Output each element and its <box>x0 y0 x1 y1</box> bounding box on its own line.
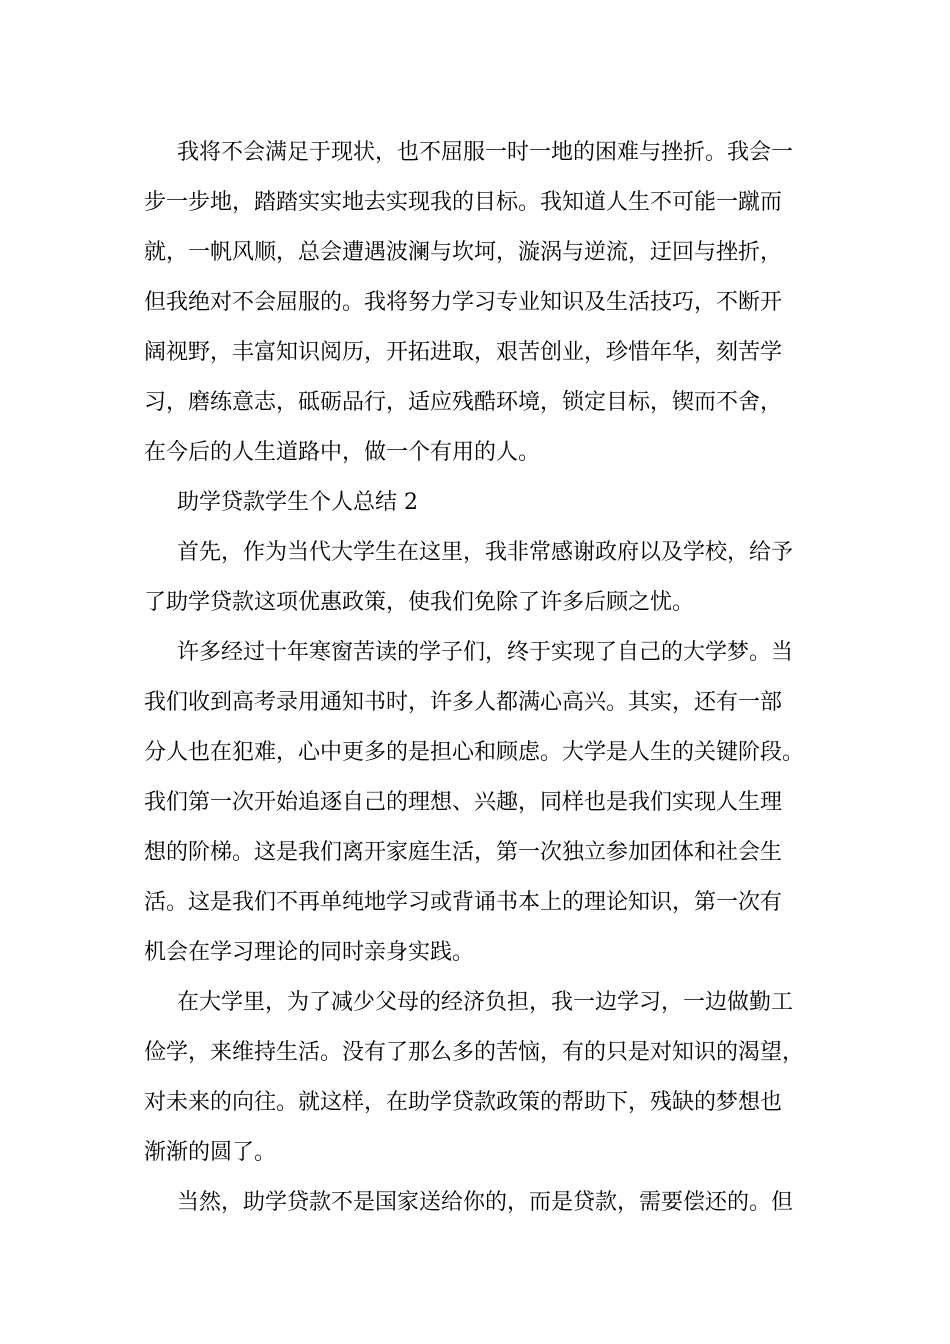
text-line: 步一步地，踏踏实实地去实现我的目标。我知道人生不可能一蹴而 <box>144 190 783 215</box>
document-body <box>144 128 809 1228</box>
paragraph-commitment <box>144 128 809 478</box>
text-line: 在大学里，为了减少父母的经济负担，我一边学习，一边做勤工 <box>177 990 794 1015</box>
paragraph-university-dream <box>144 628 809 978</box>
text-line: 习，磨练意志，砥砺品行，适应残酷环境，锁定目标，锲而不舍， <box>144 390 783 415</box>
text-line: 分人也在犯难，心中更多的是担心和顾虑。大学是人生的关键阶段。 <box>144 740 805 765</box>
text-line: 我们收到高考录用通知书时，许多人都满心高兴。其实，还有一部 <box>144 690 783 715</box>
section-heading <box>144 478 809 528</box>
paragraph-work-study <box>144 978 809 1178</box>
text-line: 当然，助学贷款不是国家送给你的，而是贷款，需要偿还的。但 <box>177 1190 794 1215</box>
section-title: 助学贷款学生个人总结 2 <box>177 490 418 515</box>
text-line: 机会在学习理论的同时亲身实践。 <box>144 940 475 965</box>
text-line: 渐渐的圆了。 <box>144 1140 277 1165</box>
text-line: 我们第一次开始追逐自己的理想、兴趣，同样也是我们实现人生理 <box>144 790 783 815</box>
text-line: 俭学，来维持生活。没有了那么多的苦恼，有的只是对知识的渴望， <box>144 1040 805 1065</box>
paragraph-repayment <box>144 1178 809 1228</box>
text-line: 我将不会满足于现状，也不屈服一时一地的困难与挫折。我会一 <box>177 140 794 165</box>
text-line: 想的阶梯。这是我们离开家庭生活，第一次独立参加团体和社会生 <box>144 840 783 865</box>
text-line: 了助学贷款这项优惠政策，使我们免除了许多后顾之忧。 <box>144 590 695 615</box>
text-line: 但我绝对不会屈服的。我将努力学习专业知识及生活技巧，不断开 <box>144 290 783 315</box>
text-line: 活。这是我们不再单纯地学习或背诵书本上的理论知识，第一次有 <box>144 890 783 915</box>
text-line: 许多经过十年寒窗苦读的学子们，终于实现了自己的大学梦。当 <box>177 640 794 665</box>
text-line: 就，一帆风顺，总会遭遇波澜与坎坷，漩涡与逆流，迂回与挫折， <box>144 240 783 265</box>
paragraph-gratitude <box>144 528 809 628</box>
text-line: 阔视野，丰富知识阅历，开拓进取，艰苦创业，珍惜年华，刻苦学 <box>144 340 783 365</box>
text-line: 首先，作为当代大学生在这里，我非常感谢政府以及学校，给予 <box>177 540 794 565</box>
text-line: 在今后的人生道路中，做一个有用的人。 <box>144 440 541 465</box>
text-line: 对未来的向往。就这样，在助学贷款政策的帮助下，残缺的梦想也 <box>144 1090 783 1115</box>
